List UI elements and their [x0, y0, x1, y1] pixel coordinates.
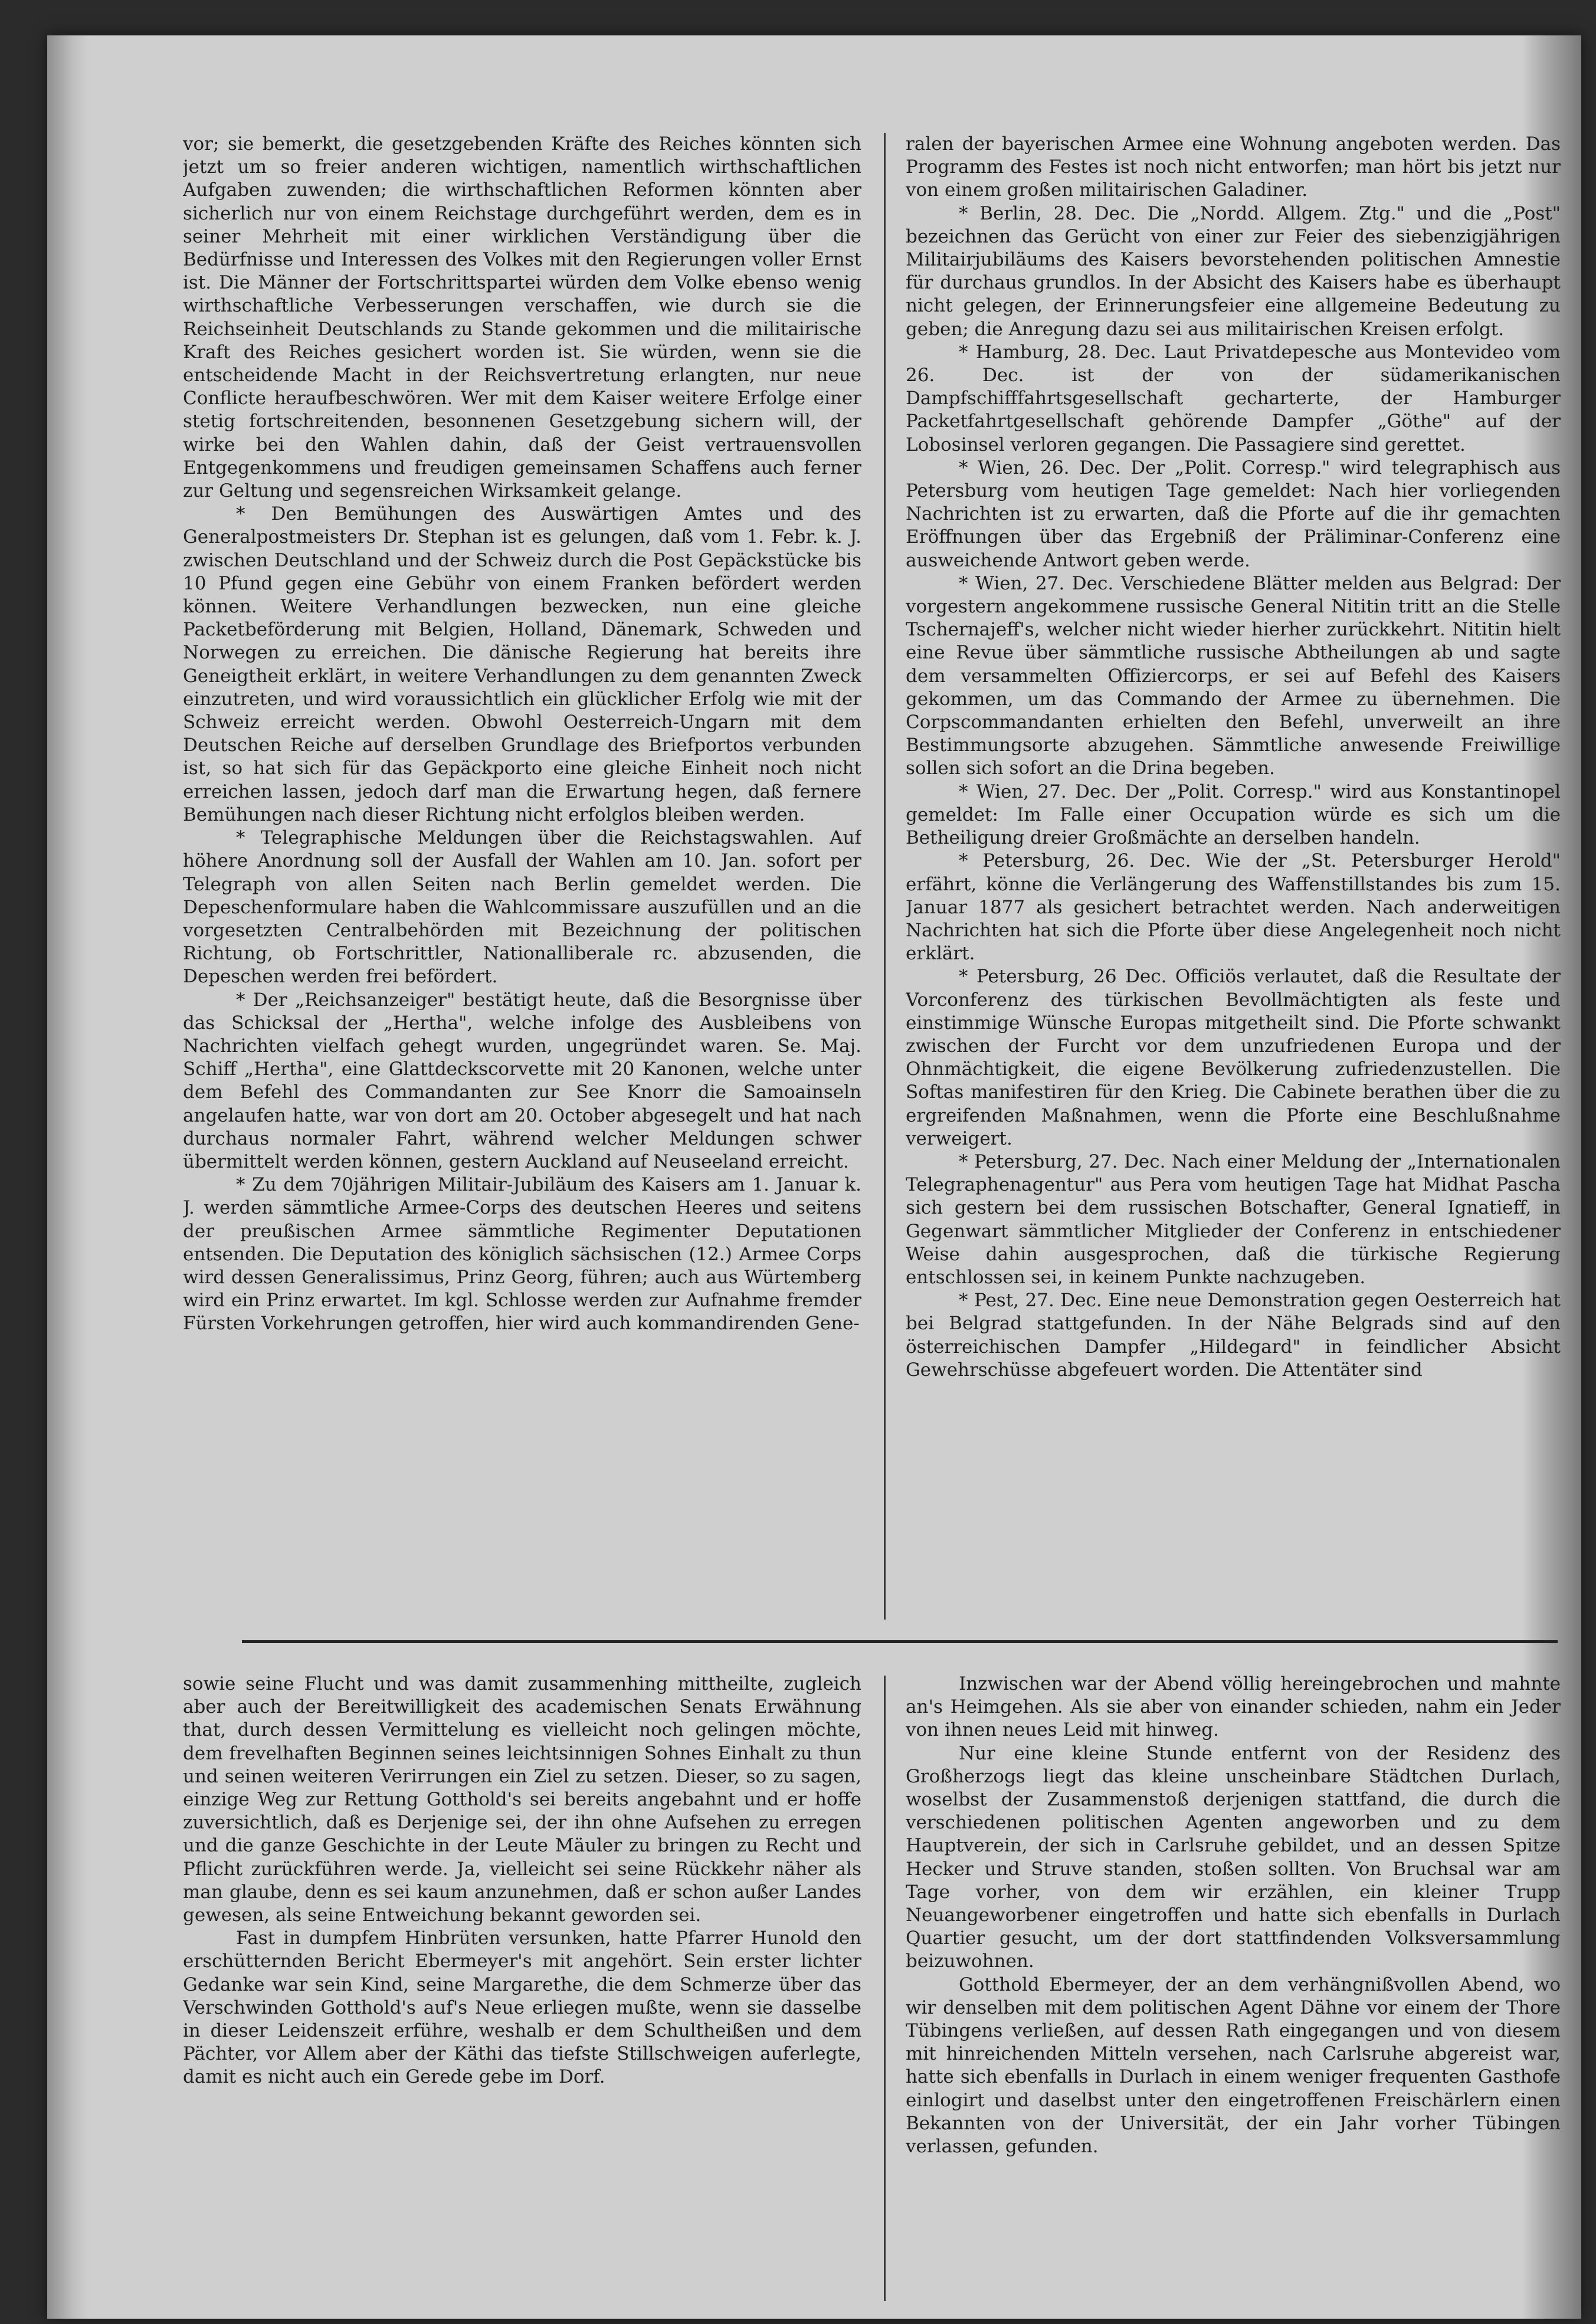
column-divider-bottom [884, 1676, 886, 2301]
story-paragraph: Fast in dumpfem Hinbrüten versunken, hatte Pfarrer Hunold den erschütternden Bericht Ebermeyer's mit angehört. Sein erster lichter Gedanke war sein Kind, seine Margarethe, die dem Schmerze über das Verschwinden Gotthold's auf's Neue erliegen mußte, wenn sie dasselbe in dieser Leidenszeit erführe, weshalb er dem Schultheißen und dem Pächter, vor Allem aber der Käthi das tiefste Stillschweigen auferlegte, damit es nicht auch ein Gerede gebe im Dorf. [183, 1928, 861, 2088]
feuilleton-left-column [183, 1673, 861, 2292]
article-paragraph: * Wien, 27. Dec. Verschiedene Blätter melden aus Belgrad: Der vorgestern angekommene russische General Nititin tritt an die Stelle Tschernajeff's, welcher nicht wieder hierher zurückkehrt. Nititin hielt eine Revue über sämmtliche russische Abtheilungen ab und sagte dem versammelten Offiziercorps, er sei auf Befehl des Kaisers gekommen, um das Commando der Armee zu übernehmen. Die Corpscommandanten erhielten den Befehl, unverweilt an ihre Bestimmungsorte abzugehen. Sämmtliche anwesende Freiwillige sollen sich sofort an die Drina begeben. [906, 572, 1561, 779]
article-paragraph: * Pest, 27. Dec. Eine neue Demonstration gegen Oesterreich hat bei Belgrad stattgefunden. In der Nähe Belgrads sind auf den österreichischen Dampfer „Hildegard" in feindlicher Absicht Gewehrschüsse abgefeuert worden. Die Attentäter sind [906, 1290, 1561, 1381]
article-paragraph: * Den Bemühungen des Auswärtigen Amtes und des Generalpostmeisters Dr. Stephan ist es gelungen, daß vom 1. Febr. k. J. zwischen Deutschland und der Schweiz durch die Post Gepäckstücke bis 10 Pfund gegen eine Gebühr von einem Franken befördert werden können. Weitere Verhandlungen bezwecken, nun eine gleiche Packetbeförderung mit Belgien, Holland, Dänemark, Schweden und Norwegen zu erreichen. Die dänische Regierung hat bereits ihre Geneigtheit erklärt, in weitere Verhandlungen zu dem genannten Zweck einzutreten, und wird voraussichtlich ein glücklicher Erfolg wie mit der Schweiz erreicht werden. Obwohl Oesterreich-Ungarn mit dem Deutschen Reiche auf derselben Grundlage des Briefportos verbunden ist, so hat sich für das Gepäckporto eine gleiche Einheit noch nicht erreichen lassen, jedoch darf man die Erwartung hegen, daß fernere Bemühungen nach dieser Richtung nicht erfolglos bleiben werden. [183, 503, 861, 825]
story-paragraph: sowie seine Flucht und was damit zusammenhing mittheilte, zugleich aber auch der Bereitwilligkeit des academischen Senats Erwähnung that, durch dessen Vermittelung es vielleicht noch gelingen möchte, dem frevelhaften Beginnen seines leichtsinnigen Sohnes Einhalt zu thun und seinen weiteren Verirrungen ein Ziel zu setzen. Dieser, so zu sagen, einzige Weg zur Rettung Gotthold's sei bereits angebahnt und er hoffe zuversichtlich, daß es Derjenige sei, der ihn ohne Aufsehen zu erregen und die ganze Geschichte in der Leute Mäuler zu bringen zu Recht und Pflicht zurückführen werde. Ja, vielleicht sei seine Rückkehr näher als man glaube, denn es sei kaum anzunehmen, daß er schon außer Landes gewesen, als seine Entweichung bekannt geworden sei. [183, 1673, 861, 1926]
page-binding-edge [47, 35, 89, 2319]
feuilleton-right-column [906, 1673, 1561, 2292]
article-paragraph: * Wien, 27. Dec. Der „Polit. Corresp." wird aus Konstantinopel gemeldet: Im Falle einer Occupation würde es sich um die Betheiligung dreier Großmächte an derselben handeln. [906, 781, 1561, 849]
article-paragraph: * Hamburg, 28. Dec. Laut Privatdepesche aus Montevideo vom 26. Dec. ist der von der südamerikanischen Dampfschifffahrtsgesellschaft gecharterte, der Hamburger Packetfahrtgesellschaft gehörende Dampfer „Göthe" auf der Lobosinsel verloren gegangen. Die Passagiere sind gerettet. [906, 341, 1561, 455]
article-paragraph: * Berlin, 28. Dec. Die „Nordd. Allgem. Ztg." und die „Post" bezeichnen das Gerücht von einer zur Feier des siebenzigjährigen Militairjubiläums des Kaisers bevorstehenden politischen Amnestie für durchaus grundlos. In der Absicht des Kaisers habe es überhaupt nicht gelegen, der Erinnerungsfeier eine allgemeine Bedeutung zu geben; die Anregung dazu sei aus militairischen Kreisen erfolgt. [906, 202, 1561, 340]
story-paragraph: Gotthold Ebermeyer, der an dem verhängnißvollen Abend, wo wir denselben mit dem politischen Agent Dähne vor einem der Thore Tübingens verließen, auf dessen Rath eingegangen und von diesem mit hinreichenden Mitteln versehen, nach Carlsruhe abgereist war, hatte sich ebenfalls in Durlach in einem weniger frequenten Gasthofe einlogirt und daselbst unter den eingetroffenen Freischärlern einen Bekannten von der Universität, der ein Jahr vorher Tübingen verlassen, gefunden. [906, 1974, 1561, 2158]
article-paragraph: * Wien, 26. Dec. Der „Polit. Corresp." wird telegraphisch aus Petersburg vom heutigen Tage gemeldet: Nach hier vorliegenden Nachrichten ist zu erwarten, daß die Pforte auf die ihr gemachten Eröffnungen über das Ergebniß der Präliminar-Conferenz eine ausweichende Antwort geben werde. [906, 457, 1561, 571]
top-right-column [906, 133, 1561, 1625]
story-paragraph: Inzwischen war der Abend völlig hereingebrochen und mahnte an's Heimgehen. Als sie aber von einander schieden, nahm ein Jeder von ihnen neues Leid mit hinweg. [906, 1673, 1561, 1741]
article-paragraph: * Petersburg, 26 Dec. Officiös verlautet, daß die Resultate der Vorconferenz des türkischen Bevollmächtigten als feste und einstimmige Wünsche Europas mitgetheilt sind. Die Pforte schwankt zwischen der Furcht vor dem unzufriedenen Europa und der Ohnmächtigkeit, die eigene Bevölkerung zufriedenzustellen. Die Softas manifestiren für den Krieg. Die Cabinete berathen über die zu ergreifenden Maßnahmen, wenn die Pforte eine Beschlußnahme verweigert. [906, 966, 1561, 1149]
article-paragraph: * Petersburg, 26. Dec. Wie der „St. Petersburger Herold" erfährt, könne die Verlängerung des Waffenstillstandes bis zum 15. Januar 1877 als gesichert betrachtet werden. Nach anderweitigen Nachrichten hat sich die Pforte über diese Angelegenheit noch nicht erklärt. [906, 850, 1561, 965]
top-left-column [183, 133, 861, 1625]
article-paragraph: ralen der bayerischen Armee eine Wohnung angeboten werden. Das Programm des Festes ist noch nicht entworfen; man hört bis jetzt nur von einem großen militairischen Galadiner. [906, 133, 1561, 201]
article-paragraph: * Telegraphische Meldungen über die Reichstagswahlen. Auf höhere Anordnung soll der Ausfall der Wahlen am 10. Jan. sofort per Telegraph von allen Seiten nach Berlin gemeldet werden. Die Depeschenformulare haben die Wahlcommissare auszufüllen und an die vorgesetzten Centralbehörden mit Bezeichnung der politischen Richtung, ob Fortschrittler, Nationalliberale rc. abzusenden, die Depeschen werden frei befördert. [183, 827, 861, 988]
feuilleton-separator-line [242, 1640, 1558, 1643]
story-paragraph: Nur eine kleine Stunde entfernt von der Residenz des Großherzogs liegt das kleine unscheinbare Städtchen Durlach, woselbst der Zusammenstoß derjenigen stattfand, die durch die verschiedenen politischen Agenten angeworben und zu dem Hauptverein, der sich in Carlsruhe gebildet, und an dessen Spitze Hecker und Struve standen, stoßen sollten. Von Bruchsal war am Tage vorher, von dem wir erzählen, ein kleiner Trupp Neuangeworbener eingetroffen und hatte sich ebenfalls in Durlach Quartier gesucht, um der dort stattfindenden Volksversammlung beizuwohnen. [906, 1742, 1561, 1972]
column-divider-top [884, 133, 886, 1620]
article-paragraph: * Zu dem 70jährigen Militair-Jubiläum des Kaisers am 1. Januar k. J. werden sämmtliche Armee-Corps des deutschen Heeres und seitens der preußischen Armee sämmtliche Regimenter Deputationen entsenden. Die Deputation des königlich sächsischen (12.) Armee Corps wird dessen Generalissimus, Prinz Georg, führen; auch aus Würtemberg wird ein Prinz erwartet. Im kgl. Schlosse werden zur Aufnahme fremder Fürsten Vorkehrungen getroffen, hier wird auch kommandirenden Gene- [183, 1174, 861, 1335]
article-paragraph: vor; sie bemerkt, die gesetzgebenden Kräfte des Reiches könnten sich jetzt um so freier anderen wichtigen, namentlich wirthschaftlichen Aufgaben zuwenden; die wirthschaftlichen Reformen könnten aber sicherlich nur von einem Reichstage durchgeführt werden, dem es in seiner Mehrheit mit einer wirklichen Verständigung über die Bedürfnisse und Interessen des Volkes mit den Regierungen voller Ernst ist. Die Männer der Fortschrittspartei würden dem Volke ebenso wenig wirthschaftliche Verbesserungen verschaffen, wie durch sie die Reichseinheit Deutschlands zu Stande gekommen und die militairische Kraft des Reiches gesichert worden ist. Sie würden, wenn sie die entscheidende Macht in der Reichsvertretung erlangten, nur neue Conflicte heraufbeschwören. Wer mit dem Kaiser weitere Erfolge einer stetig fortschreitenden, besonnenen Gesetzgebung sichern will, der wirke bei den Wahlen dahin, daß der Geist vertrauensvollen Entgegenkommens und freudigen gemeinsamen Schaffens auch ferner zur Geltung und segensreichen Wirksamkeit gelange. [183, 133, 861, 502]
article-paragraph: * Petersburg, 27. Dec. Nach einer Meldung der „Internationalen Telegraphenagentur" aus Pera vom heutigen Tage hat Midhat Pascha sich gestern bei dem russischen Botschafter, General Ignatieff, in Gegenwart sämmtlicher Mitglieder der Conferenz in entschiedener Weise dahin ausgesprochen, daß die türkische Regierung entschlossen sei, in keinem Punkte nachzugeben. [906, 1150, 1561, 1288]
article-paragraph: * Der „Reichsanzeiger" bestätigt heute, daß die Besorgnisse über das Schicksal der „Hertha", welche infolge des Ausbleibens von Nachrichten vielfach gehegt wurden, ungegründet waren. Se. Maj. Schiff „Hertha", eine Glattdeckscorvette mit 20 Kanonen, welche unter dem Befehl des Commandanten zur See Knorr die Samoainseln angelaufen hatte, war von dort am 20. October abgesegelt und hat nach durchaus normaler Fahrt, während welcher Meldungen schwer übermittelt werden können, gestern Auckland auf Neuseeland erreicht. [183, 989, 861, 1172]
newspaper-page [47, 35, 1581, 2319]
